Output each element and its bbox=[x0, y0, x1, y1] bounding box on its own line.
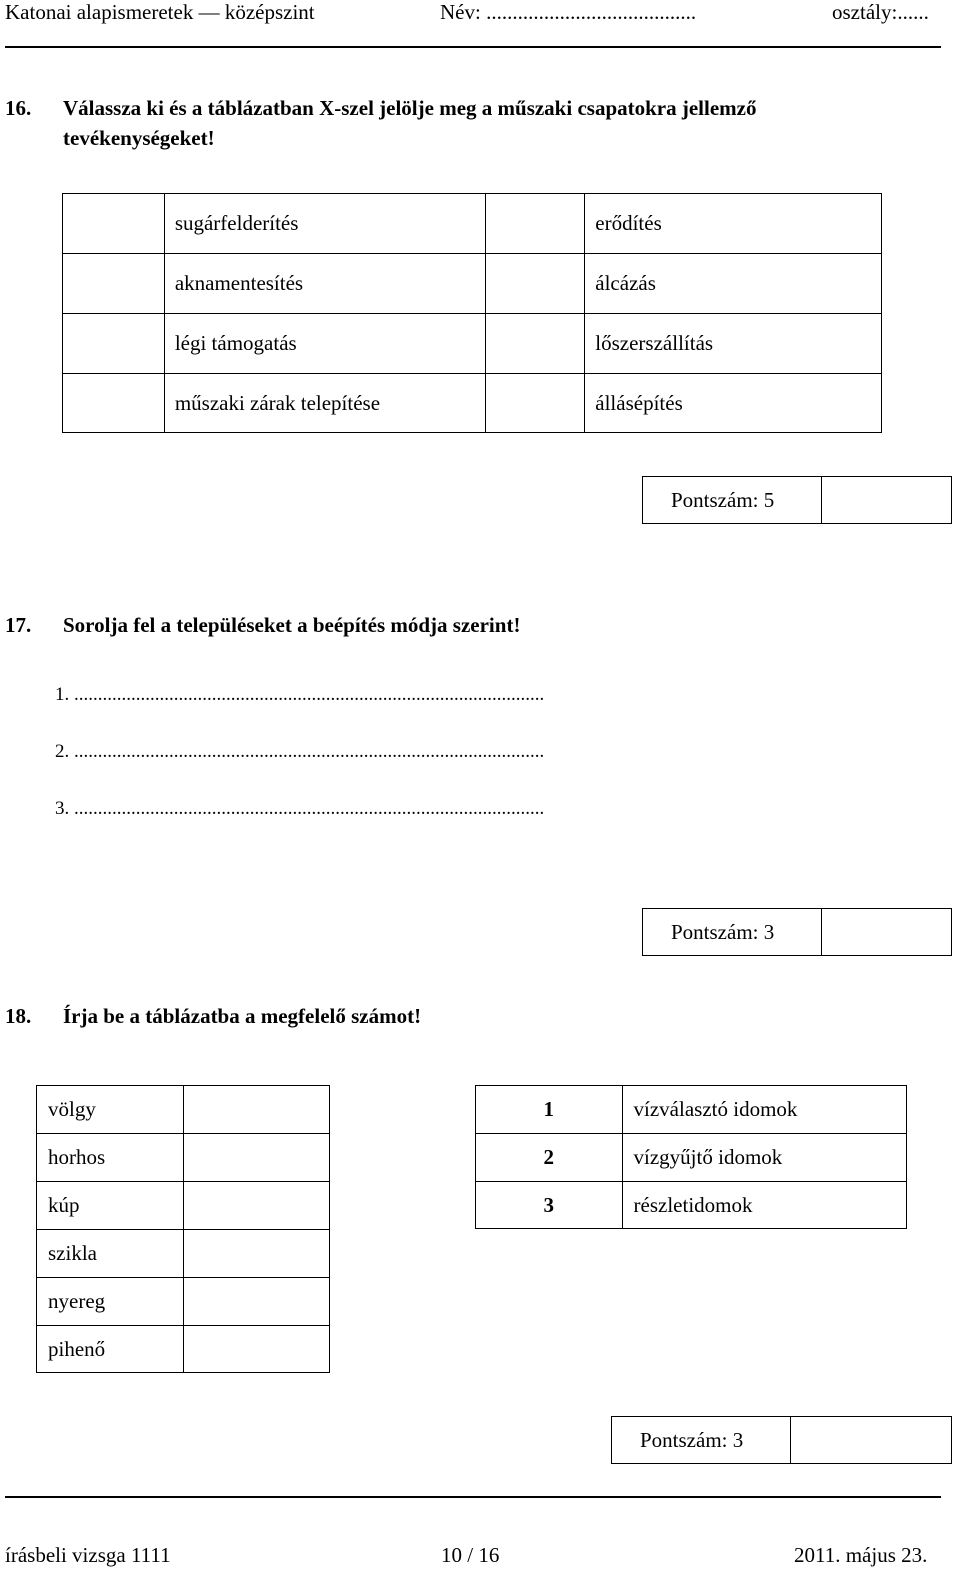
q16-mark-cell[interactable] bbox=[63, 314, 165, 374]
q16-left-item: sugárfelderítés bbox=[164, 194, 486, 254]
q16-row bbox=[63, 194, 882, 254]
q18-score-field[interactable] bbox=[791, 1417, 951, 1463]
q18-term: nyereg bbox=[37, 1278, 184, 1326]
q18-term-row bbox=[37, 1134, 330, 1182]
q18-number-cell[interactable] bbox=[183, 1182, 329, 1230]
q16-right-item: álcázás bbox=[585, 254, 882, 314]
q18-term-row bbox=[37, 1326, 330, 1373]
q18-term: völgy bbox=[37, 1086, 184, 1134]
header-class-field: osztály:...... bbox=[832, 0, 929, 24]
q18-key-number: 3 bbox=[476, 1182, 623, 1229]
q16-left-item: aknamentesítés bbox=[164, 254, 486, 314]
q18-term: kúp bbox=[37, 1182, 184, 1230]
q16-row bbox=[63, 254, 882, 314]
q16-score-label: Pontszám: 5 bbox=[643, 477, 822, 523]
q18-key-label: vízválasztó idomok bbox=[622, 1086, 906, 1134]
q18-score-label: Pontszám: 3 bbox=[612, 1417, 791, 1463]
q16-left-item: légi támogatás bbox=[164, 314, 486, 374]
q16-number: 16. bbox=[5, 96, 32, 120]
q18-key-row bbox=[476, 1134, 907, 1182]
q17-answer-line[interactable]: 3. ................................................................................................... bbox=[55, 798, 545, 819]
q16-mark-cell[interactable] bbox=[486, 194, 585, 254]
q18-number-cell[interactable] bbox=[183, 1086, 329, 1134]
q16-row bbox=[63, 374, 882, 433]
q16-mark-cell[interactable] bbox=[486, 314, 585, 374]
q18-term-row bbox=[37, 1230, 330, 1278]
q18-key-number: 2 bbox=[476, 1134, 623, 1182]
q17-text: Sorolja fel a településeket a beépítés módja szerint! bbox=[63, 613, 521, 637]
q16-mark-cell[interactable] bbox=[486, 254, 585, 314]
header-subject: Katonai alapismeretek — középszint bbox=[5, 0, 315, 24]
q16-right-item: állásépítés bbox=[585, 374, 882, 433]
q18-number-cell[interactable] bbox=[183, 1326, 329, 1373]
q18-terms-table bbox=[36, 1085, 330, 1373]
q16-mark-cell[interactable] bbox=[63, 254, 165, 314]
q18-score-box bbox=[611, 1416, 952, 1464]
q18-key-row bbox=[476, 1182, 907, 1229]
q16-text-line1: Válassza ki és a táblázatban X-szel jelölje meg a műszaki csapatokra jellemző bbox=[63, 96, 757, 120]
q17-answer-line[interactable]: 2. ................................................................................................... bbox=[55, 741, 545, 762]
header-divider bbox=[5, 46, 941, 48]
q16-right-item: erődítés bbox=[585, 194, 882, 254]
q18-key-number: 1 bbox=[476, 1086, 623, 1134]
q17-score-field[interactable] bbox=[822, 909, 951, 955]
q18-term: horhos bbox=[37, 1134, 184, 1182]
q18-text: Írja be a táblázatba a megfelelő számot! bbox=[63, 1004, 422, 1028]
q18-term-row bbox=[37, 1086, 330, 1134]
footer-exam-code: írásbeli vizsga 1111 bbox=[5, 1543, 171, 1567]
q18-key-row bbox=[476, 1086, 907, 1134]
q16-left-item: műszaki zárak telepítése bbox=[164, 374, 486, 433]
q16-score-box bbox=[642, 476, 952, 524]
header-name-field: Név: ........................................ bbox=[440, 0, 697, 24]
q16-mark-cell[interactable] bbox=[63, 374, 165, 433]
q16-mark-cell[interactable] bbox=[63, 194, 165, 254]
q18-term-row bbox=[37, 1278, 330, 1326]
q17-score-box bbox=[642, 908, 952, 956]
q18-number-cell[interactable] bbox=[183, 1134, 329, 1182]
q18-term: pihenő bbox=[37, 1326, 184, 1373]
q17-score-label: Pontszám: 3 bbox=[643, 909, 822, 955]
q16-right-item: lőszerszállítás bbox=[585, 314, 882, 374]
q16-row bbox=[63, 314, 882, 374]
q18-number-cell[interactable] bbox=[183, 1230, 329, 1278]
q18-key-table bbox=[475, 1085, 907, 1229]
q17-number: 17. bbox=[5, 613, 32, 637]
q18-term-row bbox=[37, 1182, 330, 1230]
footer-date: 2011. május 23. bbox=[794, 1543, 928, 1567]
q18-number-cell[interactable] bbox=[183, 1278, 329, 1326]
q18-key-label: részletidomok bbox=[622, 1182, 906, 1229]
q16-mark-cell[interactable] bbox=[486, 374, 585, 433]
q18-key-label: vízgyűjtő idomok bbox=[622, 1134, 906, 1182]
q16-score-field[interactable] bbox=[822, 477, 951, 523]
q16-text-line2: tevékenységeket! bbox=[63, 126, 215, 150]
q18-term: szikla bbox=[37, 1230, 184, 1278]
footer-page-number: 10 / 16 bbox=[441, 1543, 500, 1567]
q18-number: 18. bbox=[5, 1004, 32, 1028]
footer-divider bbox=[5, 1496, 941, 1498]
q17-answer-line[interactable]: 1. ................................................................................................... bbox=[55, 684, 545, 705]
q16-table bbox=[62, 193, 882, 433]
